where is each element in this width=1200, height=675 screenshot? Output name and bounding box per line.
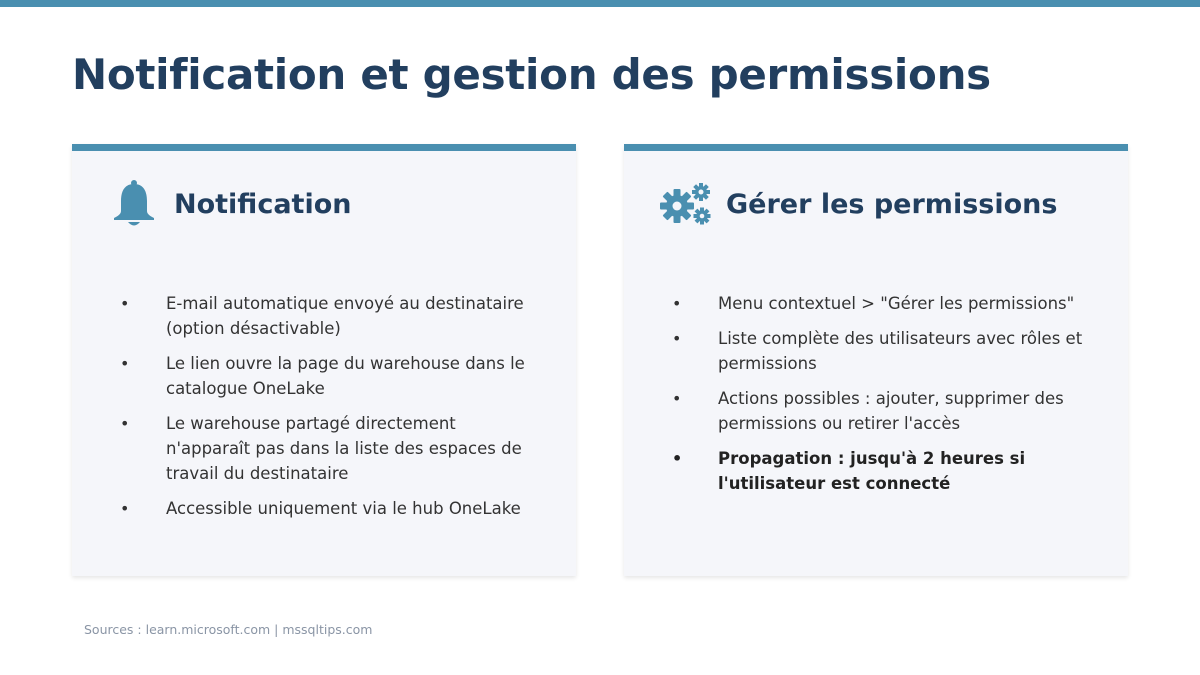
card-title: Notification <box>174 188 352 220</box>
gears-icon <box>660 178 712 230</box>
notification-bullet-list <box>120 291 540 531</box>
list-item: • Liste complète des utilisateurs avec rôles et permissions <box>672 326 1092 376</box>
bullet-dot: • <box>120 354 130 373</box>
bullet-dot: • <box>672 449 683 468</box>
list-item: • Propagation : jusqu'à 2 heures si l'utilisateur est connecté <box>672 446 1092 496</box>
bell-icon <box>108 178 160 230</box>
list-item: • Le lien ouvre la page du warehouse dans le catalogue OneLake <box>120 351 540 401</box>
permissions-card <box>624 144 1128 576</box>
list-item: • Le warehouse partagé directement n'apparaît pas dans la liste des espaces de travail du destinataire <box>120 411 540 486</box>
bullet-dot: • <box>120 294 130 313</box>
bullet-dot: • <box>672 389 682 408</box>
notification-card <box>72 144 576 576</box>
card-header <box>660 175 1057 233</box>
sources-footer: Sources : learn.microsoft.com | mssqltips.com <box>84 622 373 637</box>
bullet-dot: • <box>672 294 682 313</box>
list-item: • E-mail automatique envoyé au destinataire (option désactivable) <box>120 291 540 341</box>
card-title: Gérer les permissions <box>726 188 1058 220</box>
card-header <box>108 175 351 233</box>
list-item: • Menu contextuel > "Gérer les permissions" <box>672 291 1092 316</box>
top-accent-bar <box>0 0 1200 7</box>
bullet-dot: • <box>672 329 682 348</box>
list-item: • Accessible uniquement via le hub OneLake <box>120 496 540 521</box>
permissions-bullet-list <box>672 291 1092 506</box>
bullet-dot: • <box>120 499 130 518</box>
page-title: Notification et gestion des permissions <box>72 50 991 99</box>
bullet-dot: • <box>120 414 130 433</box>
list-item: • Actions possibles : ajouter, supprimer des permissions ou retirer l'accès <box>672 386 1092 436</box>
